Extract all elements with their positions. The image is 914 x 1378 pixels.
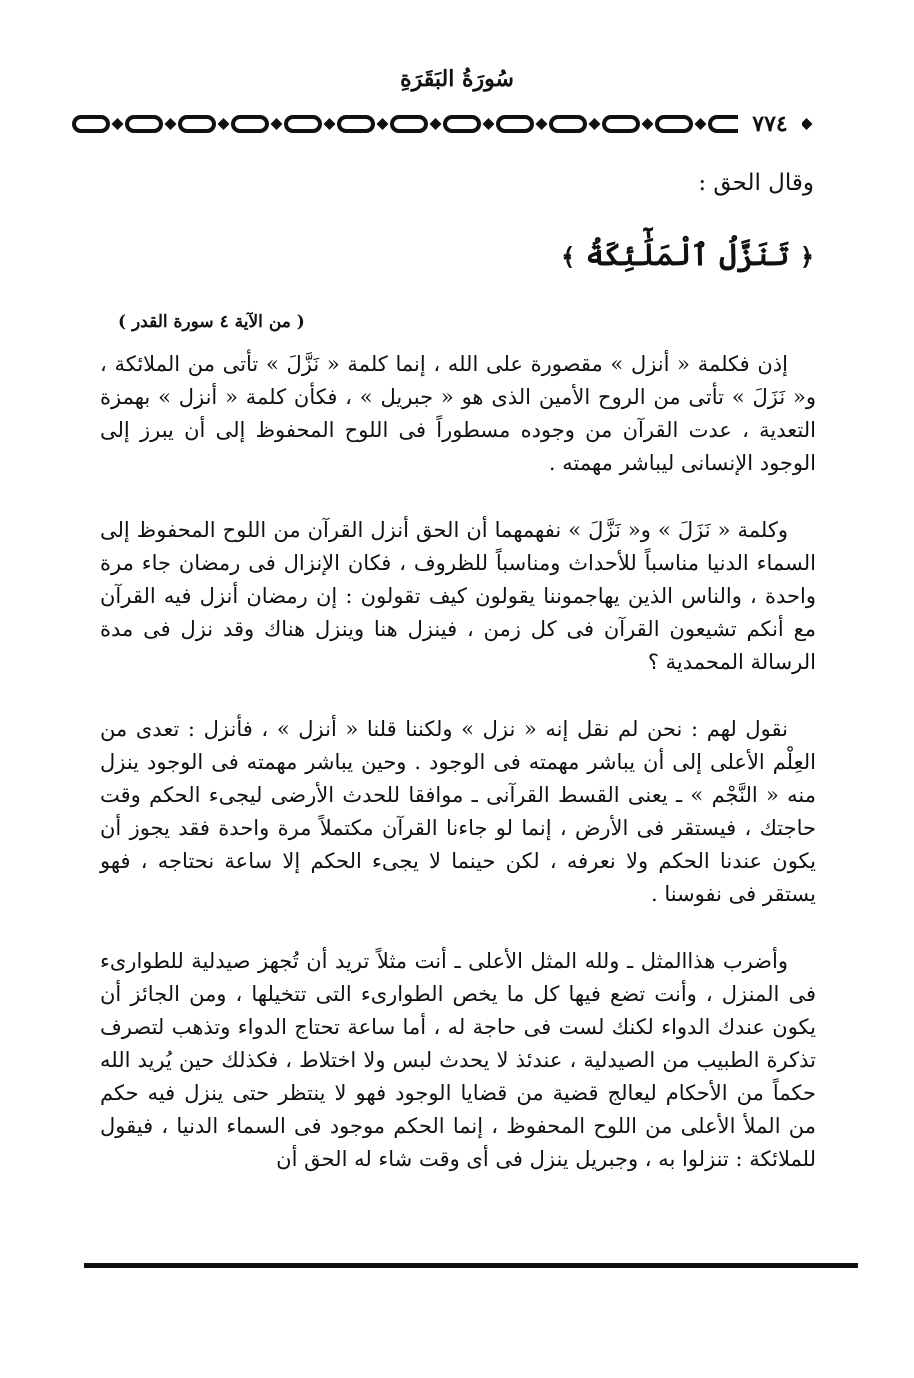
- paragraph-4: وأضرب هذاالمثل ـ ولله المثل الأعلى ـ أنت مثلاً تريد أن تُجهز صيدلية للطوارىء فى المنزل ، وأنت تضع فيها كل ما يخص الطوارىء التى تتخيلها ، ومن الجائز أن يكون عندك الدواء لكنك لست فى حاجة له ، أما ساعة تحتاج الدواء وتذهب لتصرف تذكرة الطبيب من الصيدلية ، عندئذ لا يحدث لبس ولا اختلاط ، فكذلك حين يُريد الله حكماً من الأحكام ليعالج قضية من قضايا الوجود فهو لا ينتظر حتى ينزل فيه حكم من الملأ الأعلى من اللوح المحفوظ ، إنما الحكم موجود فى السماء الدنيا ، فيقول للملائكة : تنزلوا به ، وجبريل ينزل فى أى وقت شاء له الحق أن: [100, 949, 816, 1171]
- page-number: ٧٧٤: [738, 110, 802, 138]
- header-ornament-border: [70, 108, 850, 140]
- verse-open-bracket: ﴿: [799, 242, 814, 271]
- paragraph-3: نقول لهم : نحن لم نقل إنه « نزل » ولكننا قلنا « أنزل » ، فأنزل : تعدى من العِلْم الأعلى إلى أن يباشر مهمته فى الوجود . وحين يباشر مهمته فى الوجود ينزل منه « النَّجْم » ـ يعنى القسط القرآنى ـ موافقا للحدث الأرضى ليجىء الحكم وقت حاجتك ، فيستقر فى الأرض ، إنما لو جاءنا القرآن مكتملاً مرة واحدة فقد يجوز أن يكون عندنا الحكم ولا نعرفه ، لكن حينما لا يجىء الحكم إلا ساعة نحتاجه ، فهو يستقر فى نفوسنا .: [100, 717, 816, 906]
- diamond-icon: [218, 118, 230, 130]
- body-text: [100, 348, 816, 1176]
- verse-text: تَنَزَّلُ ٱلْمَلَٰٓئِكَةُ: [585, 238, 790, 273]
- chain-link-icon: [127, 117, 161, 131]
- paragraph-1: إذن فكلمة « أنزل » مقصورة على الله ، إنما كلمة « نَزَّلَ » تأتى من الملائكة ، و« نَزَلَ » تأتى من الروح الأمين الذى هو « جبريل » ، فكأن كلمة « أنزل » بهمزة التعدية ، عدت القرآن من وجوده مسطوراً فى اللوح المحفوظ إلى أن يبرز إلى الوجود الإنسانى ليباشر مهمته .: [100, 352, 816, 475]
- ornament-chain-icon: [70, 108, 850, 140]
- chain-link-icon: [392, 117, 426, 131]
- intro-line: وقال الحق :: [698, 170, 814, 196]
- diamond-icon: [483, 118, 495, 130]
- diamond-icon: [695, 118, 707, 130]
- chain-link-icon: [286, 117, 320, 131]
- surah-title: سُورَةُ البَقَرَةِ: [400, 66, 514, 92]
- diamond-icon: [430, 118, 442, 130]
- diamond-icon: [324, 118, 336, 130]
- diamond-icon: [801, 118, 813, 130]
- diamond-icon: [536, 118, 548, 130]
- chain-link-icon: [604, 117, 638, 131]
- chain-link-icon: [498, 117, 532, 131]
- diamond-icon: [165, 118, 177, 130]
- quran-verse: [561, 238, 814, 273]
- chain-link-icon: [233, 117, 267, 131]
- footer-rule: [84, 1263, 858, 1268]
- paragraph-2: وكلمة « نَزَلَ » و« نَزَّلَ » نفهمهما أن الحق أنزل القرآن من اللوح المحفوظ إلى السماء الدنيا مناسباً للأحداث ومناسباً للظروف ، فكان الإنزال فى رمضان جاء مرة واحدة ، والناس الذين يهاجموننا يقولون كيف تقولون : إن رمضان أنزل فيه القرآن مع أنكم تشيعون القرآن فى كل زمن ، فينزل هنا وينزل هناك وقد نزل فى مدة الرسالة المحمدية ؟: [100, 518, 816, 674]
- chain-link-icon: [445, 117, 479, 131]
- diamond-icon: [377, 118, 389, 130]
- diamond-icon: [112, 118, 124, 130]
- diamond-icon: [271, 118, 283, 130]
- diamond-icon: [589, 118, 601, 130]
- chain-link-icon: [551, 117, 585, 131]
- chain-link-icon: [74, 117, 108, 131]
- diamond-icon: [642, 118, 654, 130]
- chain-link-icon: [657, 117, 691, 131]
- verse-citation: ( من الآية ٤ سورة القدر ): [118, 312, 305, 332]
- chain-link-icon: [339, 117, 373, 131]
- verse-close-bracket: ﴾: [561, 242, 576, 271]
- chain-link-icon: [180, 117, 214, 131]
